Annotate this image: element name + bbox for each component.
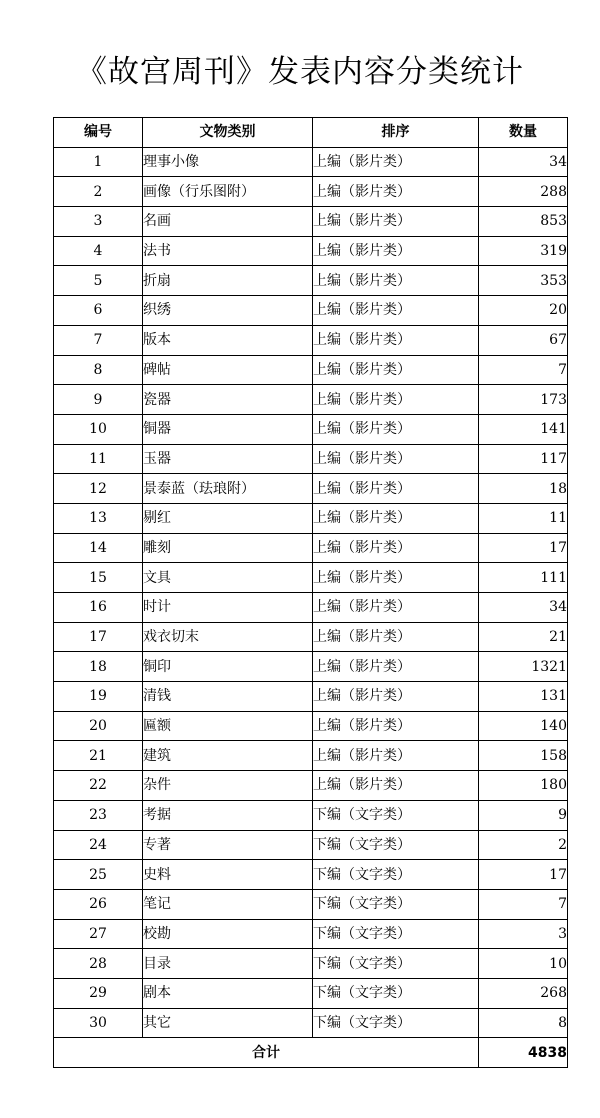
cell-section: 下编（文字类） xyxy=(313,800,479,830)
table-row xyxy=(54,889,568,919)
cell-id: 15 xyxy=(54,563,143,593)
cell-category: 雕刻 xyxy=(143,533,313,563)
cell-count: 141 xyxy=(479,414,568,444)
cell-count: 34 xyxy=(479,593,568,623)
table-row xyxy=(54,207,568,237)
cell-category: 文具 xyxy=(143,563,313,593)
cell-category: 法书 xyxy=(143,236,313,266)
cell-id: 8 xyxy=(54,355,143,385)
total-value: 4838 xyxy=(479,1038,568,1068)
cell-id: 20 xyxy=(54,711,143,741)
table-row xyxy=(54,563,568,593)
table-row xyxy=(54,147,568,177)
table-row xyxy=(54,533,568,563)
cell-section: 上编（影片类） xyxy=(313,177,479,207)
cell-id: 21 xyxy=(54,741,143,771)
cell-count: 21 xyxy=(479,622,568,652)
cell-id: 5 xyxy=(54,266,143,296)
cell-count: 131 xyxy=(479,682,568,712)
cell-count: 17 xyxy=(479,860,568,890)
cell-section: 上编（影片类） xyxy=(313,355,479,385)
cell-category: 理事小像 xyxy=(143,147,313,177)
cell-section: 上编（影片类） xyxy=(313,682,479,712)
table-header-row xyxy=(54,118,568,148)
cell-count: 180 xyxy=(479,771,568,801)
cell-category: 校勘 xyxy=(143,919,313,949)
cell-section: 下编（文字类） xyxy=(313,1008,479,1038)
cell-section: 上编（影片类） xyxy=(313,771,479,801)
cell-category: 铜印 xyxy=(143,652,313,682)
cell-section: 上编（影片类） xyxy=(313,414,479,444)
cell-id: 9 xyxy=(54,385,143,415)
cell-category: 考据 xyxy=(143,800,313,830)
cell-count: 173 xyxy=(479,385,568,415)
cell-id: 13 xyxy=(54,503,143,533)
table-row xyxy=(54,177,568,207)
cell-section: 下编（文字类） xyxy=(313,860,479,890)
cell-category: 碑帖 xyxy=(143,355,313,385)
table-row xyxy=(54,860,568,890)
header-count: 数量 xyxy=(479,118,568,148)
cell-category: 剔红 xyxy=(143,503,313,533)
cell-count: 158 xyxy=(479,741,568,771)
cell-category: 杂件 xyxy=(143,771,313,801)
cell-count: 353 xyxy=(479,266,568,296)
table-row xyxy=(54,414,568,444)
cell-id: 17 xyxy=(54,622,143,652)
cell-count: 11 xyxy=(479,503,568,533)
table-row xyxy=(54,978,568,1008)
table-row xyxy=(54,385,568,415)
table-row xyxy=(54,474,568,504)
cell-id: 25 xyxy=(54,860,143,890)
table-row xyxy=(54,503,568,533)
table-row xyxy=(54,355,568,385)
cell-category: 专著 xyxy=(143,830,313,860)
cell-category: 版本 xyxy=(143,325,313,355)
cell-count: 140 xyxy=(479,711,568,741)
cell-count: 9 xyxy=(479,800,568,830)
table-body xyxy=(54,147,568,1038)
cell-category: 织绣 xyxy=(143,296,313,326)
header-category: 文物类别 xyxy=(143,118,313,148)
cell-id: 27 xyxy=(54,919,143,949)
cell-section: 上编（影片类） xyxy=(313,622,479,652)
table-row xyxy=(54,236,568,266)
cell-category: 建筑 xyxy=(143,741,313,771)
cell-count: 288 xyxy=(479,177,568,207)
cell-category: 笔记 xyxy=(143,889,313,919)
header-id: 编号 xyxy=(54,118,143,148)
cell-section: 上编（影片类） xyxy=(313,296,479,326)
cell-id: 11 xyxy=(54,444,143,474)
cell-section: 上编（影片类） xyxy=(313,741,479,771)
cell-category: 剧本 xyxy=(143,978,313,1008)
cell-category: 折扇 xyxy=(143,266,313,296)
cell-section: 上编（影片类） xyxy=(313,652,479,682)
cell-id: 2 xyxy=(54,177,143,207)
cell-section: 上编（影片类） xyxy=(313,236,479,266)
cell-section: 下编（文字类） xyxy=(313,889,479,919)
table-row xyxy=(54,711,568,741)
table-row xyxy=(54,325,568,355)
cell-id: 6 xyxy=(54,296,143,326)
cell-count: 20 xyxy=(479,296,568,326)
table-row xyxy=(54,652,568,682)
cell-id: 23 xyxy=(54,800,143,830)
cell-id: 7 xyxy=(54,325,143,355)
table-row xyxy=(54,919,568,949)
table-row xyxy=(54,800,568,830)
cell-count: 7 xyxy=(479,355,568,385)
table-row xyxy=(54,949,568,979)
cell-id: 16 xyxy=(54,593,143,623)
cell-count: 34 xyxy=(479,147,568,177)
total-row xyxy=(54,1038,568,1068)
cell-id: 10 xyxy=(54,414,143,444)
cell-id: 26 xyxy=(54,889,143,919)
cell-section: 上编（影片类） xyxy=(313,533,479,563)
cell-count: 853 xyxy=(479,207,568,237)
cell-section: 上编（影片类） xyxy=(313,385,479,415)
cell-count: 10 xyxy=(479,949,568,979)
cell-count: 3 xyxy=(479,919,568,949)
cell-count: 7 xyxy=(479,889,568,919)
cell-section: 上编（影片类） xyxy=(313,147,479,177)
cell-category: 清钱 xyxy=(143,682,313,712)
cell-section: 上编（影片类） xyxy=(313,325,479,355)
cell-id: 12 xyxy=(54,474,143,504)
cell-category: 玉器 xyxy=(143,444,313,474)
cell-category: 画像（行乐图附） xyxy=(143,177,313,207)
cell-count: 18 xyxy=(479,474,568,504)
cell-category: 史料 xyxy=(143,860,313,890)
cell-section: 下编（文字类） xyxy=(313,919,479,949)
cell-category: 目录 xyxy=(143,949,313,979)
header-section: 排序 xyxy=(313,118,479,148)
cell-category: 匾额 xyxy=(143,711,313,741)
cell-section: 上编（影片类） xyxy=(313,563,479,593)
cell-count: 111 xyxy=(479,563,568,593)
cell-category: 名画 xyxy=(143,207,313,237)
cell-id: 30 xyxy=(54,1008,143,1038)
table-row xyxy=(54,682,568,712)
table-row xyxy=(54,1008,568,1038)
cell-id: 14 xyxy=(54,533,143,563)
cell-count: 17 xyxy=(479,533,568,563)
cell-id: 3 xyxy=(54,207,143,237)
cell-count: 268 xyxy=(479,978,568,1008)
cell-section: 上编（影片类） xyxy=(313,474,479,504)
stats-table xyxy=(53,117,568,1068)
page-title: 《故宫周刊》发表内容分类统计 xyxy=(76,54,524,90)
cell-id: 22 xyxy=(54,771,143,801)
cell-section: 下编（文字类） xyxy=(313,978,479,1008)
table-row xyxy=(54,622,568,652)
cell-count: 1321 xyxy=(479,652,568,682)
cell-category: 瓷器 xyxy=(143,385,313,415)
cell-id: 1 xyxy=(54,147,143,177)
cell-section: 上编（影片类） xyxy=(313,207,479,237)
cell-section: 上编（影片类） xyxy=(313,711,479,741)
cell-id: 24 xyxy=(54,830,143,860)
table-row xyxy=(54,266,568,296)
table-row xyxy=(54,296,568,326)
table-row xyxy=(54,830,568,860)
cell-count: 319 xyxy=(479,236,568,266)
cell-section: 上编（影片类） xyxy=(313,503,479,533)
table-row xyxy=(54,771,568,801)
cell-section: 下编（文字类） xyxy=(313,830,479,860)
cell-category: 铜器 xyxy=(143,414,313,444)
cell-category: 其它 xyxy=(143,1008,313,1038)
cell-section: 上编（影片类） xyxy=(313,266,479,296)
cell-count: 117 xyxy=(479,444,568,474)
cell-id: 18 xyxy=(54,652,143,682)
table-row xyxy=(54,444,568,474)
cell-category: 戏衣切末 xyxy=(143,622,313,652)
cell-count: 2 xyxy=(479,830,568,860)
cell-id: 28 xyxy=(54,949,143,979)
cell-id: 19 xyxy=(54,682,143,712)
cell-id: 29 xyxy=(54,978,143,1008)
total-label: 合计 xyxy=(54,1038,479,1068)
table-row xyxy=(54,741,568,771)
cell-count: 67 xyxy=(479,325,568,355)
cell-section: 下编（文字类） xyxy=(313,949,479,979)
cell-id: 4 xyxy=(54,236,143,266)
cell-count: 8 xyxy=(479,1008,568,1038)
table-row xyxy=(54,593,568,623)
cell-section: 上编（影片类） xyxy=(313,444,479,474)
cell-category: 景泰蓝（珐琅附） xyxy=(143,474,313,504)
cell-section: 上编（影片类） xyxy=(313,593,479,623)
cell-category: 时计 xyxy=(143,593,313,623)
